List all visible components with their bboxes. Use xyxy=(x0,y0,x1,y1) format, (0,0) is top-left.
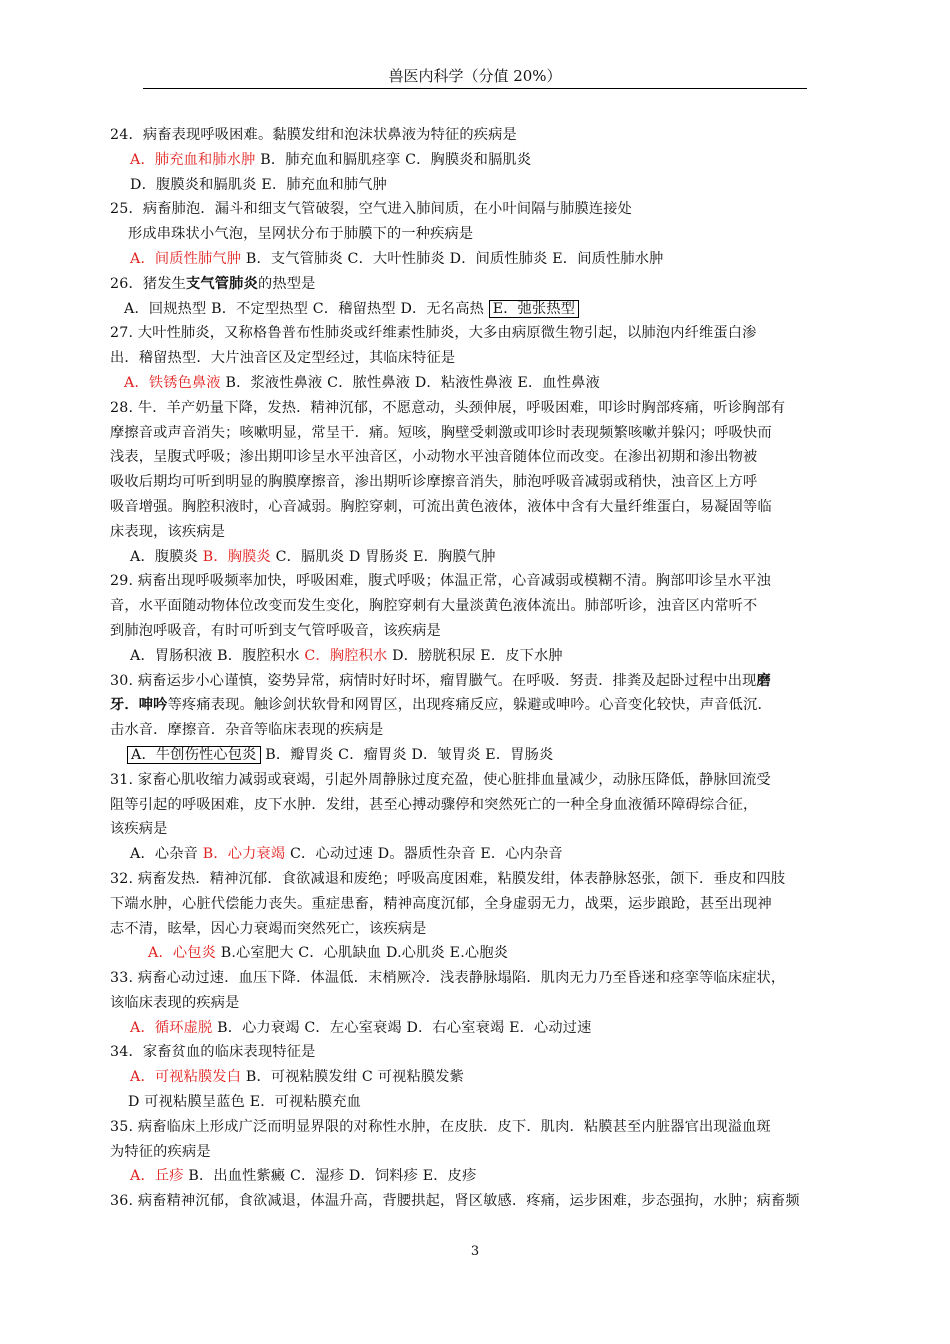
text-segment: 音，水平面随动物体位改变而发生变化，胸腔穿刺有大量淡黄色液体流出。肺部听诊，浊音区内常听不 xyxy=(110,598,758,615)
answer-highlight: A．心包炎 xyxy=(148,945,216,962)
text-segment: B．心力衰竭 C．左心室衰竭 D．右心室衰竭 E．心动过速 xyxy=(212,1019,592,1036)
text-segment: 浅表，呈腹式呼吸；渗出期叩诊呈水平浊音区，小动物水平浊音随体位而改变。在渗出初期和渗出物被 xyxy=(110,449,758,466)
header-rule xyxy=(143,88,807,89)
text-line xyxy=(110,1016,855,1041)
text-segment: A．心杂音 xyxy=(130,846,203,863)
text-segment: 30. 病畜运步小心谨慎，姿势异常，病情时好时坏，瘤胃臌气。在呼吸．努责．排粪及起卧过程中出现 xyxy=(110,672,757,689)
document-body xyxy=(110,123,855,1214)
text-segment: 床表现，该疾病是 xyxy=(110,523,226,540)
text-line xyxy=(110,421,855,446)
text-line xyxy=(110,371,855,396)
text-line xyxy=(110,495,855,520)
text-segment: C．膈肌炎 D 胃肠炎 E．胸膜气肿 xyxy=(270,548,496,565)
page-number: 3 xyxy=(470,1244,480,1259)
text-segment: 摩擦音或声音消失；咳嗽明显，常呈干．痛。短咳，胸壁受刺激或叩诊时表现频繁咳嗽并躲闪；呼吸快而 xyxy=(110,424,772,441)
answer-highlight: A．可视粘膜发白 xyxy=(130,1069,242,1086)
text-line xyxy=(110,768,855,793)
text-segment: 出．稽留热型．大片浊音区及定型经过，其临床特征是 xyxy=(110,350,456,367)
text-line xyxy=(110,569,855,594)
text-line xyxy=(110,842,855,867)
text-segment: 该疾病是 xyxy=(110,821,168,838)
text-segment: 的热型是 xyxy=(257,275,316,292)
text-line xyxy=(110,470,855,495)
text-segment: 志不清，眩晕，因心力衰竭而突然死亡，该疾病是 xyxy=(110,920,427,937)
text-segment: 等疼痛表现。触诊剑状软骨和网胃区，出现疼痛反应，躲避或呻吟。心音变化较快，声音低沉． xyxy=(167,697,772,714)
text-segment: 28. 牛．羊产奶量下降，发热．精神沉郁，不愿意动，头颈伸展，呼吸困难，叩诊时胸部疼痛，听诊胸部有 xyxy=(110,399,786,416)
text-line xyxy=(110,173,855,198)
text-line xyxy=(110,941,855,966)
text-segment: B．肺充血和膈肌痉挛 C．胸膜炎和膈肌炎 xyxy=(255,151,532,168)
text-line xyxy=(110,1140,855,1165)
text-line xyxy=(110,247,855,272)
answer-highlight: A．间质性肺气肿 xyxy=(130,250,242,267)
text-segment: 支气管肺炎 xyxy=(186,275,258,292)
text-segment: C．心动过速 D。器质性杂音 E．心内杂音 xyxy=(285,846,563,863)
text-line xyxy=(110,892,855,917)
text-line xyxy=(110,520,855,545)
text-line xyxy=(110,321,855,346)
text-segment: 为特征的疾病是 xyxy=(110,1143,211,1160)
text-line xyxy=(110,545,855,570)
text-segment: 35. 病畜临床上形成广泛而明显界限的对称性水肿，在皮肤．皮下．肌肉．粘膜甚至内脏器官出现溢血斑 xyxy=(110,1118,771,1135)
text-line xyxy=(110,222,855,247)
text-segment: B．出血性紫癜 C．湿疹 D．饲料疹 E．皮疹 xyxy=(183,1168,477,1185)
text-segment: 牙．呻吟 xyxy=(110,697,168,714)
text-segment: 34．家畜贫血的临床表现特征是 xyxy=(110,1044,316,1061)
text-segment: 27. 大叶性肺炎，又称格鲁普布性肺炎或纤维素性肺炎，大多由病原微生物引起，以肺泡内纤维蛋白渗 xyxy=(110,325,757,342)
text-segment: 到肺泡呼吸音，有时可听到支气管呼吸音，该疾病是 xyxy=(110,622,441,639)
text-line xyxy=(110,917,855,942)
answer-highlight: A．丘疹 xyxy=(130,1168,184,1185)
text-segment: 26．猪发生 xyxy=(110,275,187,292)
text-line xyxy=(110,793,855,818)
text-line xyxy=(110,644,855,669)
text-line xyxy=(110,693,855,718)
text-segment: 下端水肿，心脏代偿能力丧失。重症患畜，精神高度沉郁，全身虚弱无力，战栗，运步踉跄，甚至出现神 xyxy=(110,895,772,912)
text-line xyxy=(110,1164,855,1189)
text-segment: 该临床表现的疾病是 xyxy=(110,994,240,1011)
text-line xyxy=(110,1065,855,1090)
boxed-option: E．弛张热型 xyxy=(489,300,580,318)
text-line xyxy=(110,594,855,619)
text-segment: D．腹膜炎和膈肌炎 E．肺充血和肺气肿 xyxy=(130,176,388,193)
answer-highlight: A．肺充血和肺水肿 xyxy=(130,151,256,168)
answer-highlight: B．胸膜炎 xyxy=(202,548,271,565)
text-line xyxy=(110,197,855,222)
text-segment: 29. 病畜出现呼吸频率加快，呼吸困难，腹式呼吸；体温正常，心音减弱或模糊不清。胸部叩诊呈水平浊 xyxy=(110,573,771,590)
text-segment: D．膀胱积尿 E．皮下水肿 xyxy=(387,647,563,664)
page-header-title: 兽医内科学（分值 20%） xyxy=(388,67,562,85)
text-segment: B．可视粘膜发绀 C 可视粘膜发紫 xyxy=(241,1069,465,1086)
text-line xyxy=(110,123,855,148)
text-segment: 24．病畜表现呼吸困难。黏膜发绀和泡沫状鼻液为特征的疾病是 xyxy=(110,127,517,143)
answer-highlight: C．胸腔积水 xyxy=(304,647,388,664)
text-segment: B．支气管肺炎 C．大叶性肺炎 D．间质性肺炎 E．间质性肺水肿 xyxy=(241,250,664,267)
text-line xyxy=(110,1090,855,1115)
text-segment: 阻等引起的呼吸困难，皮下水肿．发绀，甚至心搏动骤停和突然死亡的一种全身血液循环障碍综合征， xyxy=(110,796,758,813)
text-line xyxy=(110,396,855,421)
text-line xyxy=(110,718,855,743)
text-segment: A．回规热型 B．不定型热型 C．稽留热型 D．无名高热 xyxy=(124,300,489,317)
text-segment: 31. 家畜心肌收缩力减弱或衰竭，引起外周静脉过度充盈，使心脏排血量减少，动脉压降低，静脉回流受 xyxy=(110,771,771,788)
text-segment: B．浆液性鼻液 C．脓性鼻液 D．粘液性鼻液 E．血性鼻液 xyxy=(220,374,600,391)
text-segment: B.心室肥大 C．心肌缺血 D.心肌炎 E.心胞炎 xyxy=(216,945,509,962)
answer-highlight: A．循环虚脱 xyxy=(130,1019,213,1036)
text-line xyxy=(110,1115,855,1140)
text-line xyxy=(110,669,855,694)
text-line xyxy=(110,743,855,768)
text-line xyxy=(110,445,855,470)
answer-highlight: A．铁锈色鼻液 xyxy=(124,374,221,391)
text-line xyxy=(110,867,855,892)
text-line xyxy=(110,272,855,297)
text-segment: 吸收后期均可听到明显的胸膜摩擦音，渗出期听诊摩擦音消失，肺泡呼吸音减弱或稍快，浊音区上方呼 xyxy=(110,474,758,491)
boxed-option: A．牛创伤性心包炎 xyxy=(127,746,261,764)
text-segment: 击水音．摩擦音．杂音等临床表现的疾病是 xyxy=(110,722,384,739)
text-line xyxy=(110,297,855,322)
text-line xyxy=(110,991,855,1016)
text-segment: D 可视粘膜呈蓝色 E．可视粘膜充血 xyxy=(128,1094,361,1111)
text-segment: B．瓣胃炎 C．瘤胃炎 D．皱胃炎 E．胃肠炎 xyxy=(260,746,554,763)
text-line xyxy=(110,1040,855,1065)
text-segment: 形成串珠状小气泡，呈网状分布于肺膜下的一种疾病是 xyxy=(128,226,474,243)
text-segment: 33. 病畜心动过速．血压下降．体温低．末梢厥冷．浅表静脉塌陷．肌肉无力乃至昏迷和痉挛等临床症状， xyxy=(110,970,786,987)
text-segment: A．腹膜炎 xyxy=(130,548,203,565)
text-segment: A．胃肠积液 B．腹腔积水 xyxy=(130,647,305,664)
text-line xyxy=(110,619,855,644)
text-segment: 磨 xyxy=(756,672,771,689)
text-line xyxy=(110,1189,855,1214)
text-segment: 32. 病畜发热．精神沉郁．食欲减退和废绝；呼吸高度困难，粘膜发绀，体表静脉怒张，颌下．垂皮和四肢 xyxy=(110,870,786,887)
text-segment: 36. 病畜精神沉郁，食欲减退，体温升高，背腰拱起，肾区敏感．疼痛，运步困难，步态强拘，水肿；病畜频 xyxy=(110,1193,800,1210)
text-segment: 25．病畜肺泡．漏斗和细支气管破裂，空气进入肺间质，在小叶间隔与肺膜连接处 xyxy=(110,201,633,218)
text-line xyxy=(110,148,855,173)
text-segment: 吸音增强。胸腔积液时，心音减弱。胸腔穿刺，可流出黄色液体，液体中含有大量纤维蛋白，易凝固等临 xyxy=(110,498,772,515)
text-line xyxy=(110,817,855,842)
text-line xyxy=(110,346,855,371)
answer-highlight: B．心力衰竭 xyxy=(202,846,286,863)
text-line xyxy=(110,966,855,991)
